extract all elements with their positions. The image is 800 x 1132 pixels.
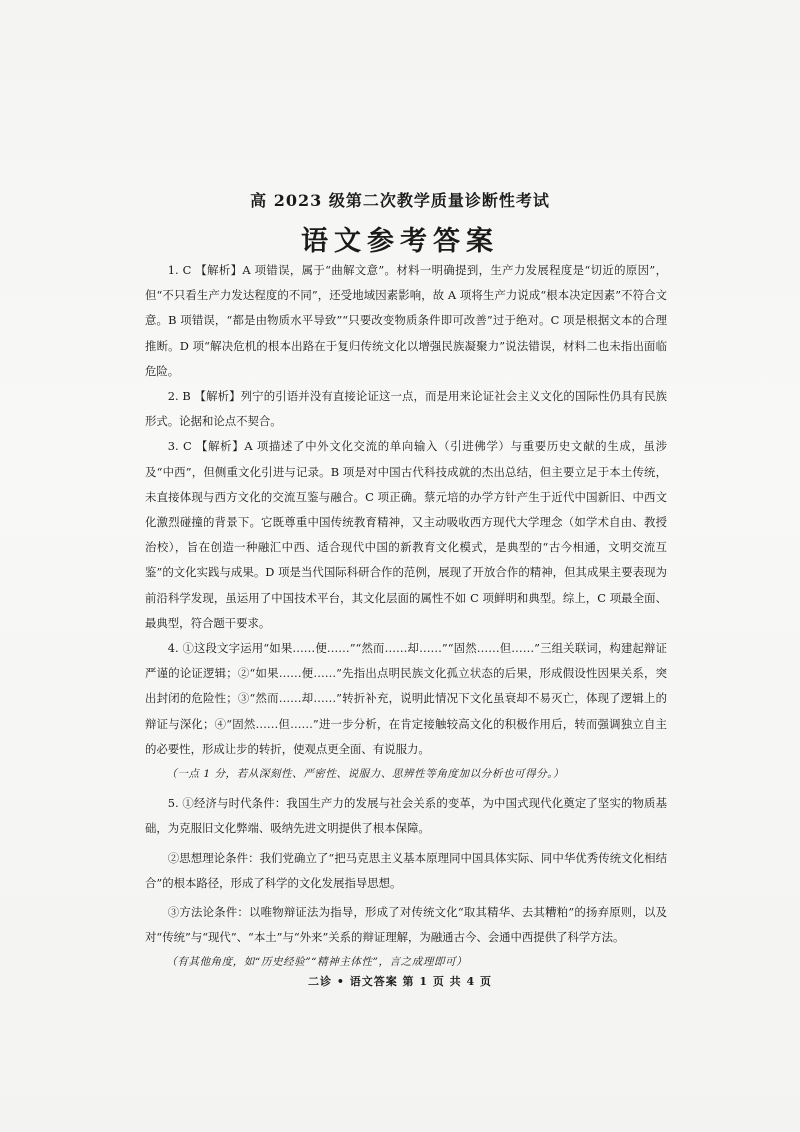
answer-q4: 4. ①这段文字运用“如果……便……”“然而……却……”“固然……但……”三组关联词，构建起辩证严谨的论证逻辑；②“如果……便……”先指出点明民族文化孤立状态的后果，形成假设性因果关系，突出封闭的危险性；③“然而……却……”转折补充，说明此情况下文化虽衰却不易灭亡，体现了逻辑上的辩证与深化；④“固然……但……”进一步分析，在肯定接触较高文化的积极作用后，转而强调独立自主的必要性，形成让步的转折，使观点更全面、有说服力。	[145, 641, 667, 756]
answer-q3: 3. C 【解析】A 项描述了中外文化交流的单向输入（引进佛学）与重要历史文献的生成，虽涉及“中西”，但侧重文化引进与记录。B 项是对中国古代科技成就的杰出总结，但主要立足于本土传统，未直接体现与西方文化的交流互鉴与融合。C 项正确。蔡元培的办学方针产生于近代中国新旧、中西文化激烈碰撞的背景下。它既尊重中国传统教育精神，又主动吸收西方现代大学理念（如学术自由、教授治校），旨在创造一种融汇中西、适合现代中国的新教育文化模式，是典型的“古今相通，文明交流互鉴”的文化实践与成果。D 项是当代国际科研合作的范例，展现了开放合作的精神，但其成果主要表现为前沿科学发现，虽运用了中国技术平台，其文化层面的属性不如 C 项鲜明和典型。综上，C 项最全面、最典型，符合题干要求。	[145, 439, 667, 630]
page-header	[0, 188, 800, 258]
answer-q5-point-1: 5. ①经济与时代条件：我国生产力的发展与社会关系的变革，为中国式现代化奠定了坚实的物质基础，为克服旧文化弊端、吸纳先进文明提供了根本保障。	[145, 796, 667, 836]
answer-q5-point-2: ②思想理论条件：我们党确立了“把马克思主义基本原理同中国具体实际、同中华优秀传统文化相结合”的根本路径，形成了科学的文化发展指导思想。	[145, 850, 667, 890]
answer-q4-scoring-note: （一点 1 分，若从深刻性、严密性、说服力、思辨性等角度加以分析也可得分。）	[166, 768, 565, 781]
document-title: 语文参考答案	[301, 226, 499, 257]
answer-body	[145, 258, 667, 976]
answer-q5-point-3: ③方法论条件：以唯物辩证法为指导，形成了对传统文化“取其精华、去其糟粕”的扬弃原则，以及对“传统”与“现代”、“本土”与“外来”关系的辩证理解，为融通古今、会通中西提供了科学方法。	[145, 905, 667, 945]
answer-q5-scoring-note: （有其他角度，如“历史经验”“精神主体性”，言之成理即可）	[166, 956, 468, 969]
exam-title: 高 2023 级第二次教学质量诊断性考试	[250, 191, 550, 210]
page-footer: 二诊 • 语文答案 第 1 页 共 4 页	[308, 975, 492, 988]
answer-q2: 2. B 【解析】列宁的引语并没有直接论证这一点，而是用来论证社会主义文化的国际性仍具有民族形式。论据和论点不契合。	[145, 389, 667, 429]
answer-q1: 1. C 【解析】A 项错误，属于“曲解文意”。材料一明确提到，生产力发展程度是“切近的原因”，但“不只看生产力发达程度的不同”，还受地域因素影响，故 A 项将生产力说成“根本决定因素”不符合文意。B 项错误，“都是由物质水平导致”“只要改变物质条件即可改善”过于绝对。C 项是根据文本的合理推断。D 项“解决危机的根本出路在于复归传统文化以增强民族凝聚力”说法错误，材料二也未指出面临危险。	[145, 263, 667, 378]
